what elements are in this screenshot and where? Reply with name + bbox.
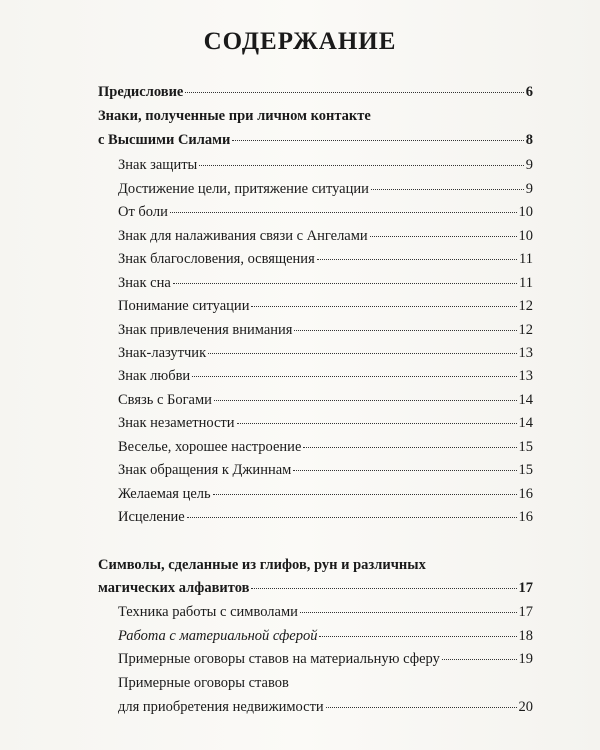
toc-item: Знак незаметности 14 [118, 415, 533, 431]
toc-item-line1: Примерные оговоры ставов [118, 675, 289, 691]
toc-item: Знак сна 11 [118, 275, 533, 291]
toc-item: Знак благословения, освящения 11 [118, 251, 533, 267]
toc-item: Веселье, хорошее настроение 15 [118, 439, 533, 455]
toc-item: Знак-лазутчик 13 [118, 345, 533, 361]
toc-item: Техника работы с символами 17 [118, 604, 533, 620]
toc-item: Знак защиты 9 [118, 157, 533, 173]
toc-item: Понимание ситуации 12 [118, 298, 533, 314]
toc-item: Исцеление 16 [118, 509, 533, 525]
toc-entry-signs [98, 132, 533, 149]
toc-entry-label: с Высшими Силами [98, 132, 231, 148]
toc-item: для приобретения недвижимости 20 [118, 699, 533, 715]
toc-entry-symbols: магических алфавитов 17 [98, 580, 533, 596]
toc-entry-page: 6 [525, 84, 533, 100]
toc-entry-label: Предисловие [98, 84, 184, 100]
toc-entry-preface [98, 84, 533, 101]
dot-leader [232, 140, 523, 141]
section-heading-symbols: Символы, сделанные из глифов, рун и различных [98, 557, 426, 573]
section-heading-signs: Знаки, полученные при личном контакте [98, 108, 371, 124]
toc-item: Знак для налаживания связи с Ангелами 10 [118, 228, 533, 244]
toc-item: Примерные оговоры ставов на материальную сферу 19 [118, 651, 533, 667]
toc-item: Работа с материальной сферой 18 [118, 628, 533, 644]
page-title: СОДЕРЖАНИЕ [203, 28, 397, 55]
toc-item: Связь с Богами 14 [118, 392, 533, 408]
toc-item: От боли 10 [118, 204, 533, 220]
dot-leader [185, 92, 523, 93]
toc-item: Желаемая цель 16 [118, 486, 533, 502]
toc-item: Знак обращения к Джиннам 15 [118, 462, 533, 478]
toc-item: Знак любви 13 [118, 368, 533, 384]
toc-entry-page: 8 [525, 132, 533, 148]
toc-item: Достижение цели, притяжение ситуации 9 [118, 181, 533, 197]
toc-item: Знак привлечения внимания 12 [118, 322, 533, 338]
